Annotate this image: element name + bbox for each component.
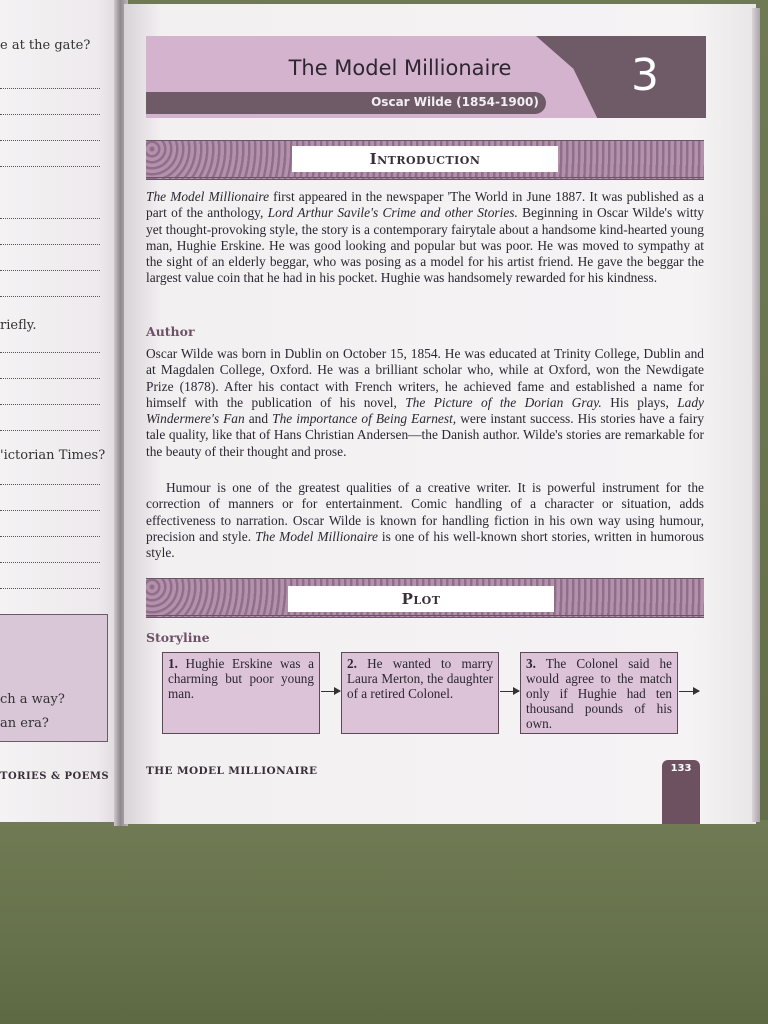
- answer-line: [0, 484, 100, 485]
- text-run: first appeared in the newspaper 'The World in June 1887. It was published as a part of the anthology,: [146, 189, 704, 221]
- chapter-number: 3: [631, 50, 659, 101]
- text-run: His plays,: [601, 394, 678, 410]
- author-heading: Author: [146, 324, 195, 339]
- storyline-number: 1.: [168, 656, 178, 671]
- storyline-box-3: [520, 652, 678, 734]
- answer-line: [0, 270, 100, 271]
- left-page-line: an era?: [0, 716, 49, 731]
- storyline-box-1: [162, 652, 320, 734]
- text-run: is one of his well-known short stories, written in humorous style.: [146, 528, 704, 561]
- storyline-box-2: [341, 652, 499, 734]
- answer-line: [0, 562, 100, 563]
- storyline-text: He wanted to marry Laura Merton, the daughter of a retired Colonel.: [347, 656, 493, 701]
- arrow-icon: [321, 691, 340, 692]
- text-run: were instant success. His stories have a fairy tale quality, like that of Hans Christian Andersen—the Danish author. Wilde's stories are remarkable for the beauty of their thought and prose.: [146, 411, 705, 459]
- introduction-paragraph: [146, 189, 704, 287]
- chapter-title: The Model Millionaire: [288, 56, 512, 80]
- answer-line: [0, 218, 100, 219]
- text-run: Oscar Wilde was born in Dublin on October 15, 1854. He was educated at Trinity College, Dublin and at Magdalen College, Oxford. He was a brilliant scholar who, while at Oxford, won the Newdigate Prize (1878). After his contact with French writers, he achieved fame and established a name for himself with the publication of his novel,: [146, 346, 704, 410]
- author-byline: Oscar Wilde (1854-1900): [371, 95, 539, 109]
- left-page-footer: TORIES & POEMS: [0, 771, 110, 782]
- book-title: The Model Millionaire: [255, 528, 378, 544]
- answer-line: [0, 430, 100, 431]
- answer-line: [0, 114, 100, 115]
- plot-heading: Plot: [288, 586, 554, 612]
- answer-line: [0, 88, 100, 89]
- answer-line: [0, 244, 100, 245]
- storyline-heading: Storyline: [146, 630, 210, 645]
- arrow-icon: [500, 691, 519, 692]
- text-run: Humour is one of the greatest qualities of a creative writer. It is powerful instrument for the correction of manners or for entertainment. Comic handling of a character or situation, adds effectiveness to narration. Oscar Wilde is known for handling fiction in his own way using humour, precision and style.: [146, 480, 704, 544]
- left-page: [0, 0, 122, 822]
- left-page-line: e at the gate?: [0, 38, 91, 53]
- humour-paragraph: [146, 480, 704, 561]
- introduction-heading: Introduction: [292, 146, 558, 172]
- answer-line: [0, 352, 100, 353]
- page-edge: [752, 8, 760, 822]
- book-title: Lady Windermere's Fan: [146, 394, 704, 427]
- left-page-line: ch a way?: [0, 692, 65, 707]
- left-page-line: 'ictorian Times?: [0, 448, 106, 463]
- answer-line: [0, 166, 100, 167]
- answer-line: [0, 510, 100, 511]
- arrow-icon: [679, 691, 699, 692]
- book-title: The importance of Being Earnest,: [272, 411, 457, 427]
- answer-line: [0, 588, 100, 589]
- text-run: Beginning in Oscar Wilde's witty yet thought-provoking style, the story is a contemporary fairytale about a handsome kind-hearted young man, Hughie Erskine. He was good looking and popular but was poor. He was moved to sympathy at the sight of an elderly beggar, who was posing as a model for his artist friend. He gave the beggar the largest value coin that he had in his pocket. Hughie was handsomely rewarded for his kindness.: [146, 205, 705, 286]
- answer-line: [0, 378, 100, 379]
- book-title: The Model Millionaire: [146, 189, 270, 204]
- answer-line: [0, 296, 100, 297]
- answer-line: [0, 536, 100, 537]
- book-title: Lord Arthur Savile's Crime and other Stories.: [267, 205, 518, 221]
- text-run: and: [244, 411, 273, 427]
- storyline-number: 3.: [526, 656, 536, 671]
- table-surface: [0, 820, 768, 1024]
- left-page-line: riefly.: [0, 318, 37, 333]
- storyline-text: Hughie Erskine was a charming but poor young man.: [168, 656, 314, 701]
- page-number: 133: [670, 763, 692, 774]
- author-paragraph: [146, 346, 704, 460]
- answer-line: [0, 404, 100, 405]
- storyline-number: 2.: [347, 656, 357, 671]
- running-footer: THE MODEL MILLIONAIRE: [146, 765, 318, 777]
- storyline-text: The Colonel said he would agree to the match only if Hughie had ten thousand pounds of his own.: [526, 656, 672, 731]
- answer-line: [0, 140, 100, 141]
- book-title: The Picture of the Dorian Gray.: [405, 394, 602, 410]
